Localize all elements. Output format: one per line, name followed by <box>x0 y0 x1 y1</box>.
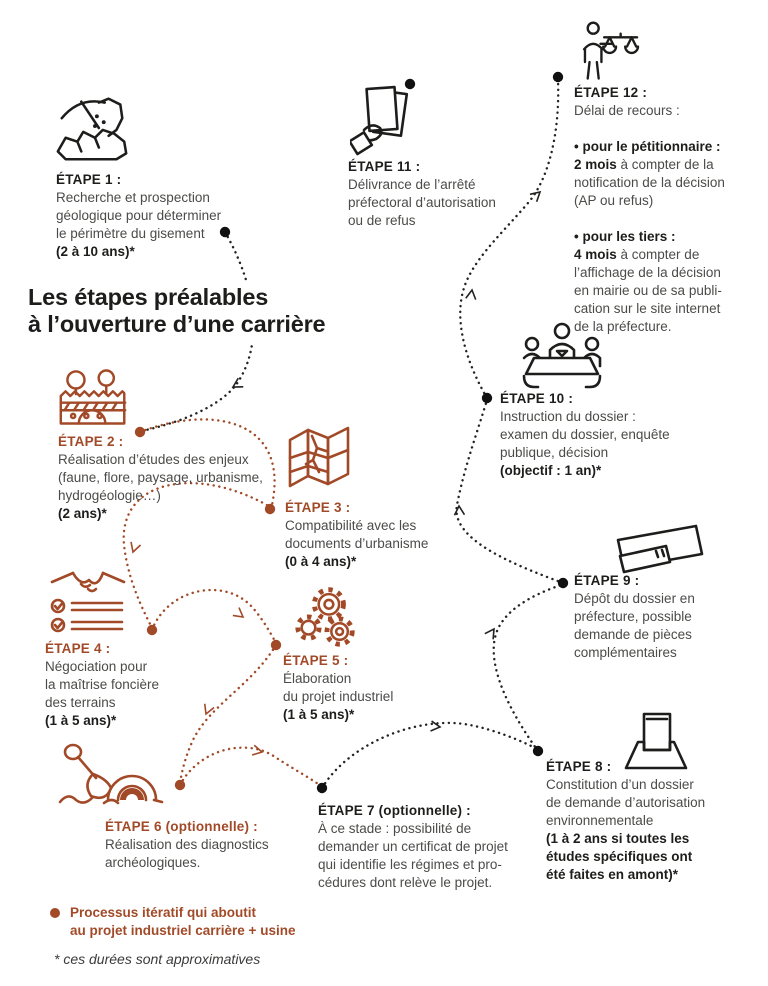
curve-step4-step5 <box>152 590 276 643</box>
step-7 <box>318 803 543 892</box>
step-8-title: ÉTAPE 8 : <box>546 759 612 774</box>
step-9-desc: Dépôt du dossier en préfecture, possible demande de pièces complémentaires <box>574 591 695 660</box>
handshake-checklist-icon <box>46 560 130 638</box>
gears-icon <box>290 580 360 650</box>
folded-map-icon <box>282 420 356 494</box>
hand-documents-icon <box>350 82 416 162</box>
step-8 <box>546 759 761 884</box>
step-9-dot <box>558 578 568 588</box>
step-7-dot <box>317 783 327 793</box>
step-3-desc: Compatibilité avec les documents d’urbanisme (0 à 4 ans)* <box>285 518 429 569</box>
step-6 <box>105 819 320 872</box>
step-12 <box>574 85 759 336</box>
curve-step8-step9 <box>485 585 561 751</box>
step-11-title: ÉTAPE 11 : <box>348 159 421 174</box>
step-4-dot <box>147 625 157 635</box>
step-12-desc: Délai de recours : • pour le pétitionnaire : 2 mois à compter de la notification de la décision (AP ou refus) • pour les tiers : 4 mois à compter de l’affichage de la décision en mairie ou de sa publi- cation sur le site internet de la préfecture. <box>574 103 725 334</box>
step-3-title: ÉTAPE 3 : <box>285 500 351 515</box>
step-1-desc: Recherche et prospection géologique pour déterminer le périmètre du gisement (2 à 10 ans)* <box>56 190 222 259</box>
step-11-desc: Délivrance de l’arrêté préfectoral d’autorisation ou de refus <box>348 177 496 228</box>
step-9 <box>574 573 754 662</box>
step-7-desc: À ce stade : possibilité de demander un certificat de projet qui identifie les régimes et pro- cédures dont relève le projet. <box>318 821 508 890</box>
step-6-dot <box>175 780 185 790</box>
step-5-desc: Élaboration du projet industriel (1 à 5 ans)* <box>283 671 394 722</box>
step-4-desc: Négociation pour la maîtrise foncière des terrains (1 à 5 ans)* <box>45 659 160 728</box>
curve-step7-step8 <box>322 721 537 788</box>
step-4-title: ÉTAPE 4 : <box>45 641 111 656</box>
curve-step6-step7 <box>180 745 321 786</box>
step-5-dot <box>271 640 281 650</box>
step-2-title: ÉTAPE 2 : <box>58 434 124 449</box>
step-3 <box>285 500 480 571</box>
step-5 <box>283 653 463 724</box>
shovel-archaeology-icon <box>56 740 168 816</box>
step-6-title: ÉTAPE 6 (optionnelle) : <box>105 819 258 834</box>
step-9-title: ÉTAPE 9 : <box>574 573 640 588</box>
step-8-desc: Constitution d’un dossier de demande d’autorisation environnementale (1 à 2 ans si toutes les études spécifiques ont été faites en amont)* <box>546 777 706 882</box>
step-2 <box>58 434 293 523</box>
pickaxe-rocks-icon <box>52 88 134 168</box>
step-10-desc: Instruction du dossier : examen du dossier, enquête publique, décision (objectif : 1 an)* <box>500 409 670 478</box>
step-11 <box>348 159 563 230</box>
step-1 <box>56 172 281 261</box>
justice-scales-icon <box>570 20 642 84</box>
step-12-dot <box>553 72 563 82</box>
legend-dot <box>50 908 60 918</box>
step-5-title: ÉTAPE 5 : <box>283 653 349 668</box>
terrain-cross-section-icon <box>57 364 129 430</box>
step-10 <box>500 391 740 480</box>
step-10-dot <box>482 393 492 403</box>
step-10-title: ÉTAPE 10 : <box>500 391 574 406</box>
legend-text: Processus itératif qui aboutit au projet industriel carrière + usine <box>70 905 296 938</box>
step-7-title: ÉTAPE 7 (optionnelle) : <box>318 803 471 818</box>
step-2-desc: Réalisation d’études des enjeux (faune, flore, paysage, urbanisme, hydrogéologie…) (2 ans)* <box>58 452 263 521</box>
step-6-desc: Réalisation des diagnostics archéologiques. <box>105 837 269 870</box>
footnote: * ces durées sont approximatives <box>54 951 261 967</box>
page-title: Les étapes préalables à l’ouverture d’une carrière <box>24 282 333 342</box>
step-1-title: ÉTAPE 1 : <box>56 172 122 187</box>
step-4 <box>45 641 220 730</box>
step-12-title: ÉTAPE 12 : <box>574 85 648 100</box>
step-8-dot <box>533 746 543 756</box>
